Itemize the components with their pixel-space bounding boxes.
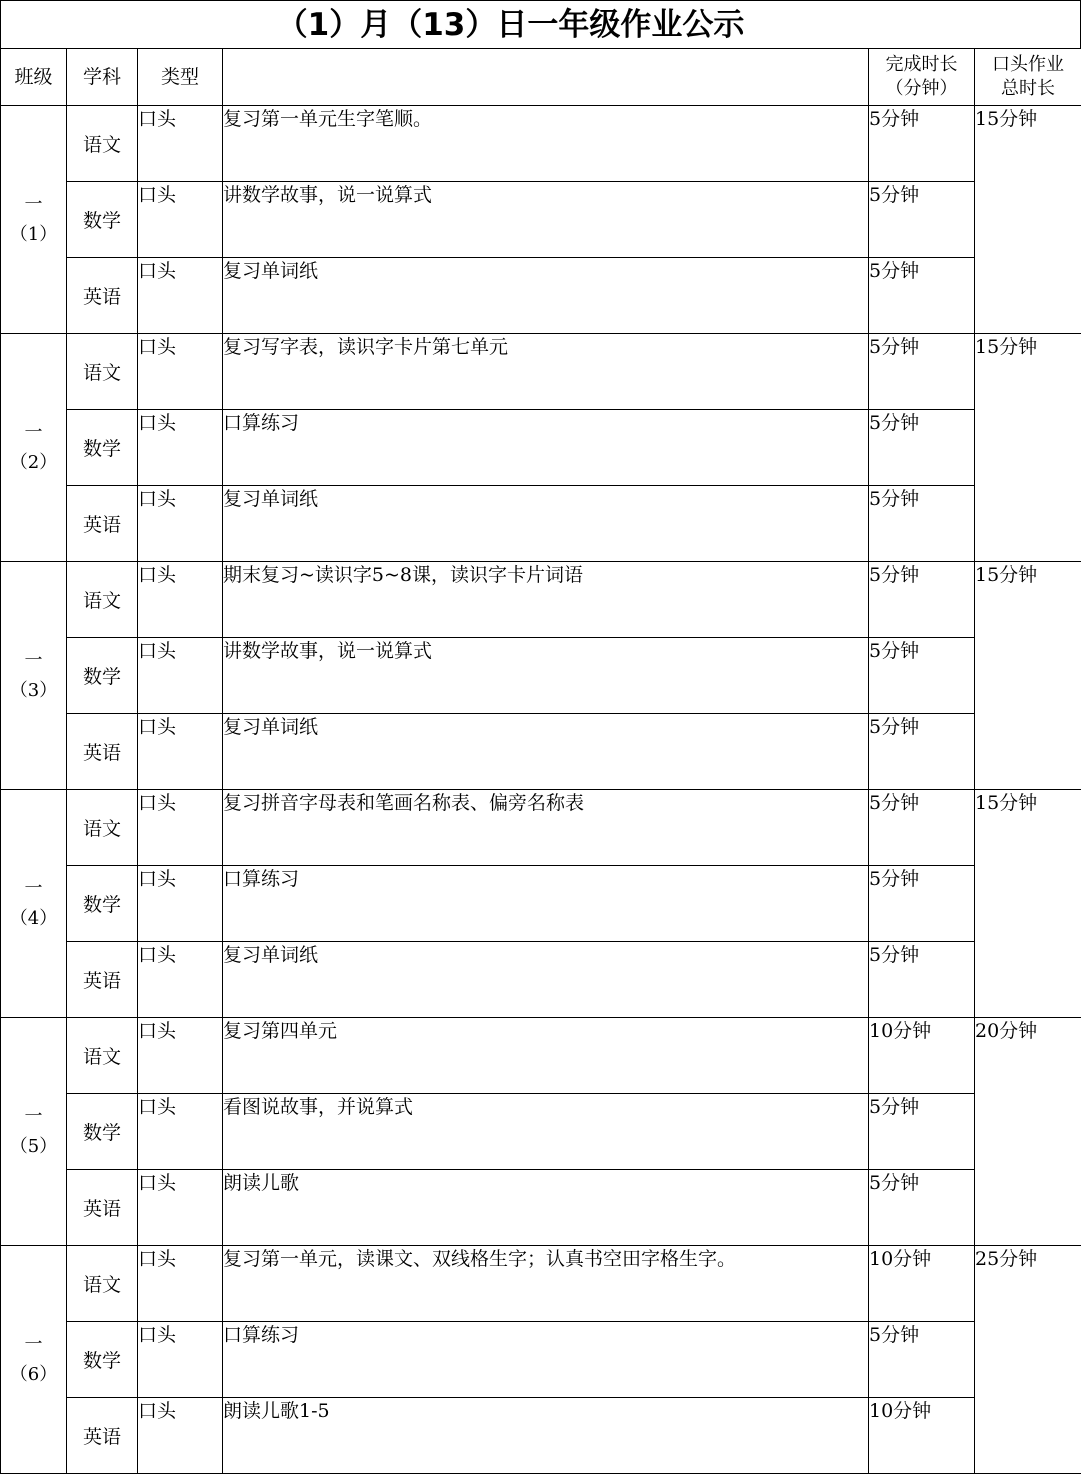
subject-cell: 语文 [67,562,138,638]
duration-cell: 10分钟 [869,1398,975,1474]
subject-cell: 语文 [67,1018,138,1094]
type-cell: 口头 [138,562,223,638]
class-name-cell [1,562,67,790]
header-duration-line2: （分钟） [869,77,974,101]
duration-cell: 5分钟 [869,942,975,1018]
content-cell: 复习第一单元生字笔顺。 [223,106,869,182]
header-duration-line1: 完成时长 [869,53,974,77]
class-name-cell [1,1018,67,1246]
duration-cell: 5分钟 [869,334,975,410]
class-number: （1） [1,220,66,250]
subject-cell: 英语 [67,1170,138,1246]
class-number: （3） [1,676,66,706]
content-cell: 讲数学故事，说一说算式 [223,182,869,258]
table-row [1,790,1081,866]
content-cell: 复习单词纸 [223,714,869,790]
class-number: （2） [1,448,66,478]
class-grade: 一 [1,1330,66,1360]
type-cell: 口头 [138,866,223,942]
table-row [1,638,1081,714]
type-cell: 口头 [138,410,223,486]
class-number: （4） [1,904,66,934]
content-cell: 复习单词纸 [223,486,869,562]
class-grade: 一 [1,646,66,676]
type-cell: 口头 [138,942,223,1018]
type-cell: 口头 [138,1094,223,1170]
subject-cell: 语文 [67,790,138,866]
table-row [1,714,1081,790]
content-cell: 期末复习~读识字5~8课，读识字卡片词语 [223,562,869,638]
class-number: （6） [1,1360,66,1390]
table-row [1,1246,1081,1322]
header-class: 班级 [1,49,67,106]
total-duration-cell: 15分钟 [975,106,1081,334]
table-row [1,1170,1081,1246]
total-duration-cell: 20分钟 [975,1018,1081,1246]
subject-cell: 数学 [67,182,138,258]
table-row [1,1018,1081,1094]
class-name-cell [1,334,67,562]
type-cell: 口头 [138,1322,223,1398]
total-duration-cell: 15分钟 [975,562,1081,790]
content-cell: 口算练习 [223,866,869,942]
duration-cell: 5分钟 [869,258,975,334]
total-duration-cell: 15分钟 [975,790,1081,1018]
table-row [1,1322,1081,1398]
content-cell: 朗读儿歌1-5 [223,1398,869,1474]
table-row [1,106,1081,182]
duration-cell: 5分钟 [869,106,975,182]
table-row [1,1094,1081,1170]
content-cell: 复习单词纸 [223,258,869,334]
duration-cell: 5分钟 [869,866,975,942]
table-row [1,258,1081,334]
content-cell: 复习拼音字母表和笔画名称表、偏旁名称表 [223,790,869,866]
header-row [1,49,1081,106]
table-row [1,866,1081,942]
class-grade: 一 [1,418,66,448]
header-total [975,49,1081,106]
class-name-cell [1,1246,67,1474]
duration-cell: 10分钟 [869,1018,975,1094]
duration-cell: 5分钟 [869,182,975,258]
class-grade: 一 [1,1102,66,1132]
type-cell: 口头 [138,1170,223,1246]
type-cell: 口头 [138,106,223,182]
header-type: 类型 [138,49,223,106]
type-cell: 口头 [138,1246,223,1322]
type-cell: 口头 [138,334,223,410]
header-duration [869,49,975,106]
subject-cell: 英语 [67,486,138,562]
page-title: （1）月（13）日一年级作业公示 [0,0,1081,48]
duration-cell: 5分钟 [869,1322,975,1398]
content-cell: 讲数学故事，说一说算式 [223,638,869,714]
content-cell: 复习单词纸 [223,942,869,1018]
duration-cell: 5分钟 [869,638,975,714]
table-row [1,182,1081,258]
content-cell: 朗读儿歌 [223,1170,869,1246]
subject-cell: 英语 [67,942,138,1018]
content-cell: 口算练习 [223,410,869,486]
table-row [1,942,1081,1018]
duration-cell: 5分钟 [869,562,975,638]
subject-cell: 英语 [67,714,138,790]
homework-table [0,48,1081,1474]
total-duration-cell: 15分钟 [975,334,1081,562]
table-row [1,562,1081,638]
subject-cell: 语文 [67,334,138,410]
duration-cell: 5分钟 [869,1094,975,1170]
header-total-line1: 口头作业 [975,53,1081,77]
table-row [1,410,1081,486]
content-cell: 复习第一单元，读课文、双线格生字；认真书空田字格生字。 [223,1246,869,1322]
subject-cell: 数学 [67,866,138,942]
table-row [1,486,1081,562]
duration-cell: 5分钟 [869,714,975,790]
type-cell: 口头 [138,258,223,334]
duration-cell: 5分钟 [869,410,975,486]
table-row [1,334,1081,410]
class-grade: 一 [1,190,66,220]
type-cell: 口头 [138,1018,223,1094]
subject-cell: 数学 [67,1094,138,1170]
duration-cell: 5分钟 [869,790,975,866]
content-cell: 复习写字表，读识字卡片第七单元 [223,334,869,410]
type-cell: 口头 [138,486,223,562]
content-cell: 复习第四单元 [223,1018,869,1094]
class-number: （5） [1,1132,66,1162]
subject-cell: 英语 [67,1398,138,1474]
type-cell: 口头 [138,1398,223,1474]
subject-cell: 数学 [67,1322,138,1398]
class-name-cell [1,790,67,1018]
duration-cell: 5分钟 [869,486,975,562]
total-duration-cell: 25分钟 [975,1246,1081,1474]
type-cell: 口头 [138,714,223,790]
header-total-line2: 总时长 [975,77,1081,101]
header-subject: 学科 [67,49,138,106]
duration-cell: 5分钟 [869,1170,975,1246]
subject-cell: 数学 [67,638,138,714]
type-cell: 口头 [138,790,223,866]
subject-cell: 语文 [67,1246,138,1322]
subject-cell: 英语 [67,258,138,334]
table-body [1,49,1081,1474]
content-cell: 口算练习 [223,1322,869,1398]
table-row [1,1398,1081,1474]
type-cell: 口头 [138,182,223,258]
content-cell: 看图说故事，并说算式 [223,1094,869,1170]
class-name-cell [1,106,67,334]
class-grade: 一 [1,874,66,904]
subject-cell: 数学 [67,410,138,486]
type-cell: 口头 [138,638,223,714]
subject-cell: 语文 [67,106,138,182]
duration-cell: 10分钟 [869,1246,975,1322]
header-content [223,49,869,106]
